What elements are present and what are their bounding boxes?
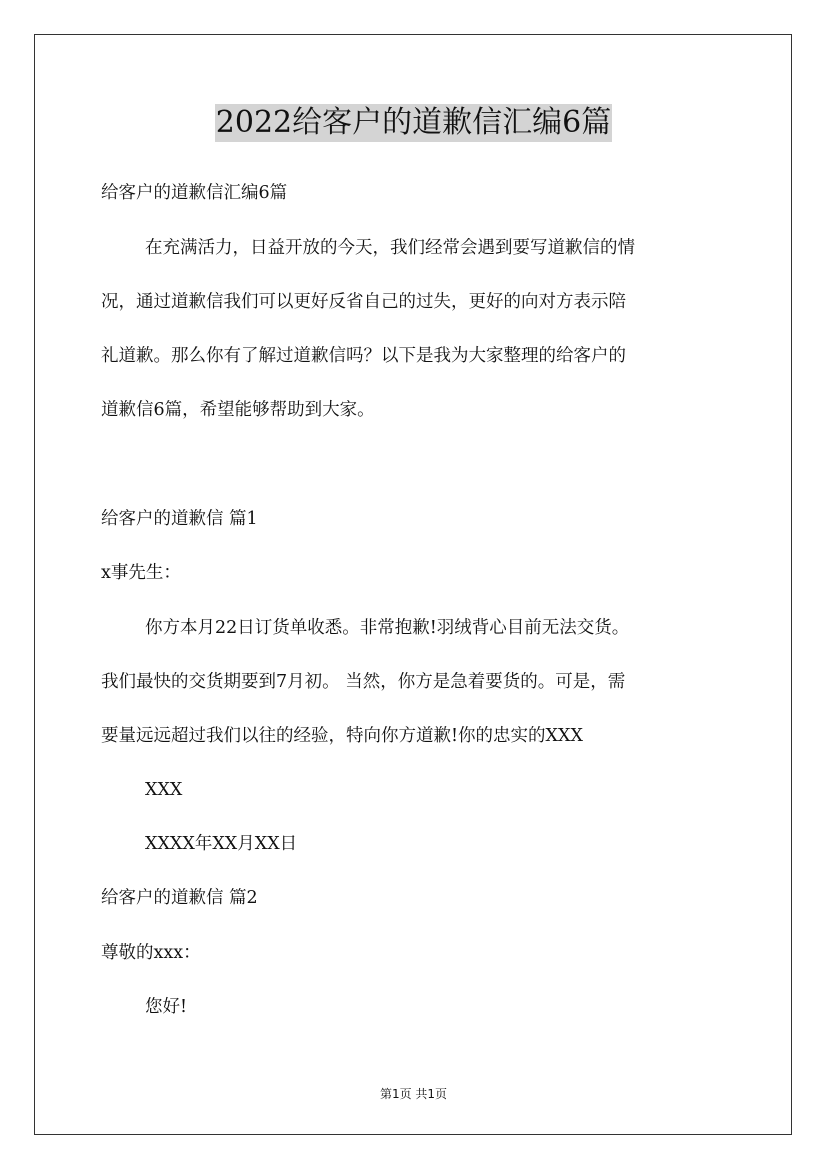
paragraph-line: 道歉信6篇，希望能够帮助到大家。 (101, 400, 375, 420)
paragraph-line: 礼道歉。那么你有了解过道歉信吗？以下是我为大家整理的给客户的 (101, 346, 626, 366)
page-footer: 第1页 共1页 (379, 1087, 448, 1101)
document-title: 2022给客户的道歉信汇编6篇 (215, 105, 612, 140)
paragraph-line: 我们最快的交货期要到7月初。 当然，你方是急着要货的。可是，需 (101, 672, 626, 692)
paragraph-line: 况，通过道歉信我们可以更好反省自己的过失，更好的向对方表示陪 (101, 292, 626, 312)
section-heading: 给客户的道歉信 篇1 (101, 509, 258, 529)
paragraph-line: 要量远远超过我们以往的经验，特向你方道歉!你的忠实的XXX (101, 726, 583, 746)
salutation-line: 尊敬的xxx： (101, 943, 201, 963)
document-title-wrap (0, 104, 827, 142)
subtitle-line: 给客户的道歉信汇编6篇 (101, 183, 288, 203)
section-heading: 给客户的道歉信 篇2 (101, 888, 258, 908)
date-line: XXXX年XX月XX日 (145, 834, 298, 854)
paragraph-line: 你方本月22日订货单收悉。非常抱歉!羽绒背心目前无法交货。 (145, 618, 630, 638)
greeting-line: 您好! (145, 997, 188, 1017)
signature-line: XXX (145, 780, 183, 800)
salutation-line: x事先生： (101, 563, 181, 583)
paragraph-line: 在充满活力，日益开放的今天，我们经常会遇到要写道歉信的情 (145, 238, 635, 258)
